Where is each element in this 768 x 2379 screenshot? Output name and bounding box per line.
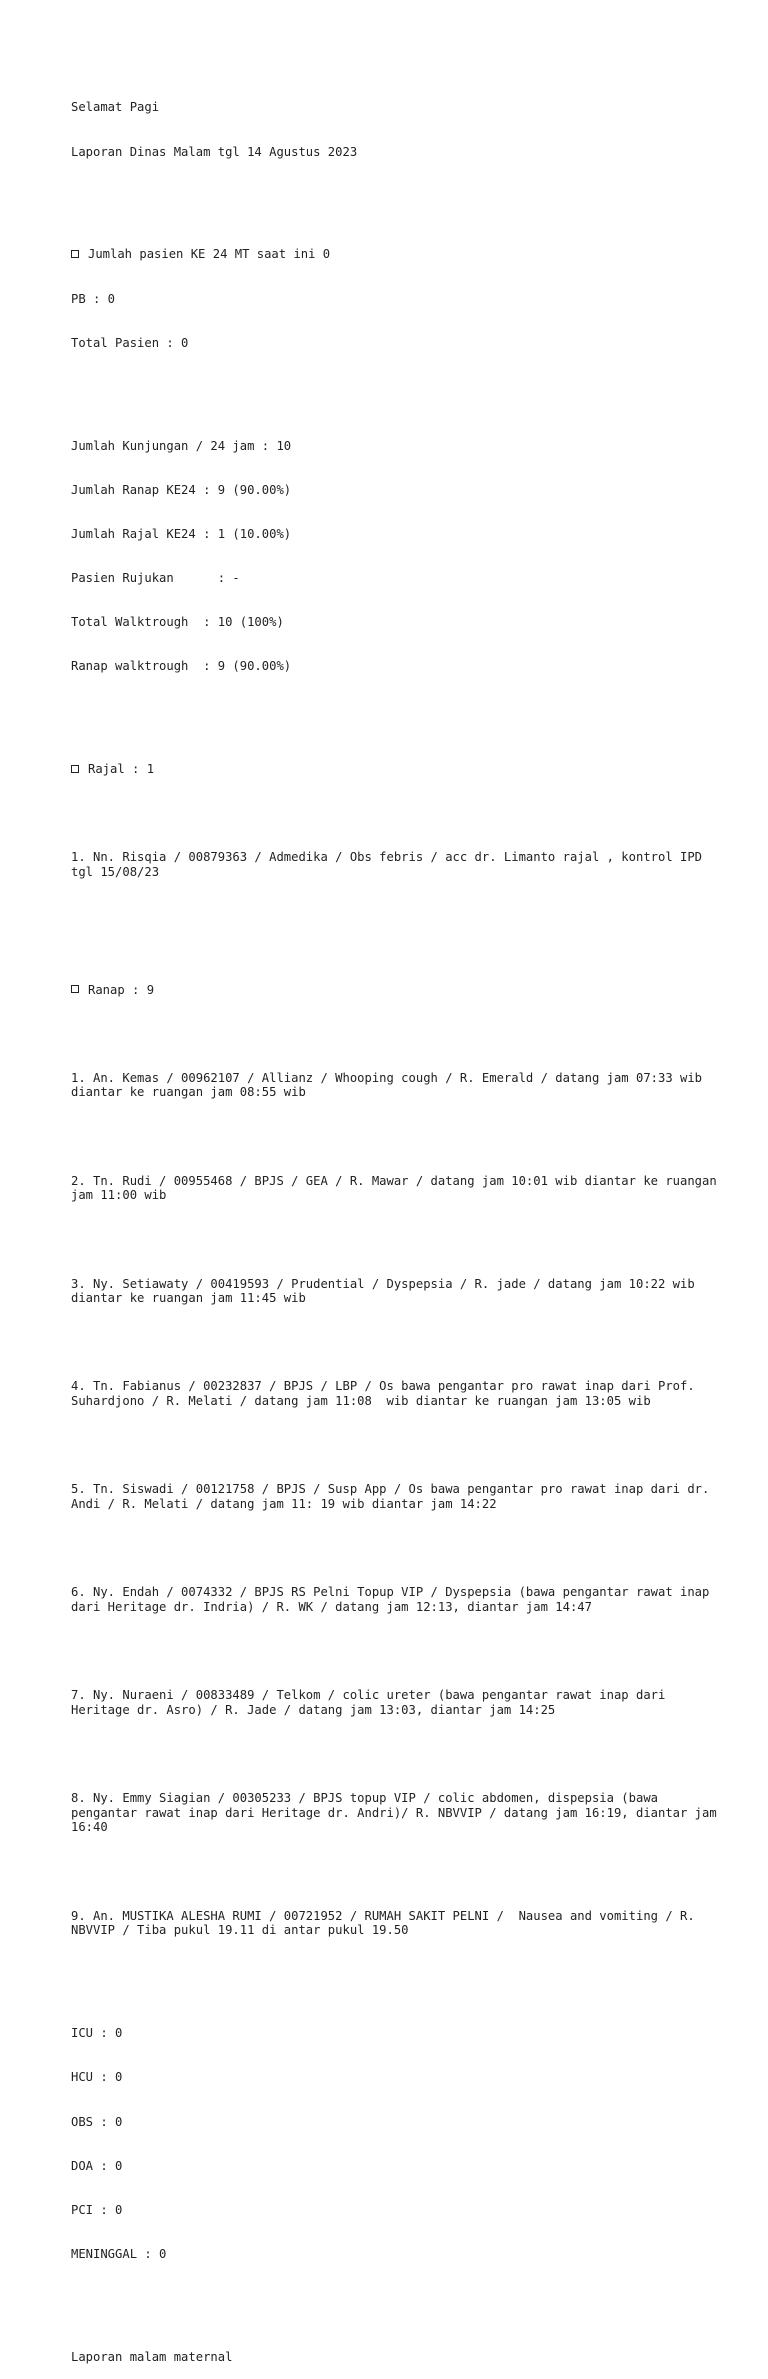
spacer [71, 1438, 731, 1453]
ranap-item: 3. Ny. Setiawaty / 00419593 / Prudential / Dyspepsia / R. jade / datang jam 10:22 wib diantar ke ruangan jam 11:45 wib [71, 1276, 703, 1306]
ranap-item: 8. Ny. Emmy Siagian / 00305233 / BPJS topup VIP / colic abdomen, dispepsia (bawa pengantar rawat inap dari Heritage dr. Andri)/ R. NBVVIP / datang jam 16:19, diantar jam 16:40 [71, 1791, 725, 1835]
unit-count-line: PCI : 0 [71, 2202, 123, 2217]
visit-line: Jumlah Rajal KE24 : 1 (10.00%) [71, 526, 292, 541]
ranap-heading-text: Ranap : 9 [88, 982, 155, 997]
patient-count-text: Jumlah pasien KE 24 MT saat ini 0 [88, 247, 331, 262]
patient-count-line [71, 247, 731, 262]
visit-line: Pasien Rujukan : - [71, 570, 240, 585]
unit-count-line: OBS : 0 [71, 2114, 123, 2129]
spacer [71, 909, 731, 938]
spacer [71, 1967, 731, 1982]
spacer [71, 1541, 731, 1556]
rajal-item: 1. Nn. Risqia / 00879363 / Admedika / Obs febris / acc dr. Limanto rajal , kontrol IPD tgl 15/08/23 [71, 850, 710, 879]
spacer [71, 1027, 731, 1042]
footer-line: Laporan malam maternal [71, 2349, 233, 2364]
square-bullet-icon [71, 765, 79, 773]
spacer [71, 1644, 731, 1659]
ranap-item: 1. An. Kemas / 00962107 / Allianz / Whooping cough / R. Emerald / datang jam 07:33 wib diantar ke ruangan jam 08:55 wib [71, 1070, 710, 1100]
unit-count-line: HCU : 0 [71, 2070, 123, 2085]
ranap-item: 5. Tn. Siswadi / 00121758 / BPJS / Susp App / Os bawa pengantar pro rawat inap dari dr. Andi / R. Melati / datang jam 11: 19 wib diantar jam 14:22 [71, 1482, 717, 1512]
spacer [71, 1335, 731, 1350]
greeting: Selamat Pagi [71, 100, 160, 115]
visit-line: Jumlah Ranap KE24 : 9 (90.00%) [71, 482, 292, 497]
spacer [71, 380, 731, 395]
ranap-item: 9. An. MUSTIKA ALESHA RUMI / 00721952 / RUMAH SAKIT PELNI / Nausea and vomiting / R. NBVVIP / Tiba pukul 19.11 di antar pukul 19.50 [71, 1908, 703, 1938]
spacer [71, 189, 731, 204]
unit-count-line: MENINGGAL : 0 [71, 2246, 167, 2261]
unit-count-line: DOA : 0 [71, 2158, 123, 2173]
pb-line: PB : 0 [71, 291, 116, 306]
spacer [71, 1232, 731, 1247]
unit-count-line: ICU : 0 [71, 2026, 123, 2041]
report-title: Laporan Dinas Malam tgl 14 Agustus 2023 [71, 144, 358, 159]
ranap-item: 7. Ny. Nuraeni / 00833489 / Telkom / colic ureter (bawa pengantar rawat inap dari Heritage dr. Asro) / R. Jade / datang jam 13:03, diantar jam 14:25 [71, 1688, 673, 1717]
ranap-heading [71, 983, 731, 998]
spacer [71, 806, 731, 821]
spacer [71, 1865, 731, 1880]
total-patient-line: Total Pasien : 0 [71, 335, 189, 350]
spacer [71, 2291, 731, 2306]
ranap-item: 6. Ny. Endah / 0074332 / BPJS RS Pelni Topup VIP / Dyspepsia (bawa pengantar rawat inap dari Heritage dr. Indria) / R. WK / datang jam 12:13, diantar jam 14:47 [71, 1585, 717, 1614]
spacer [71, 1747, 731, 1762]
ranap-item: 2. Tn. Rudi / 00955468 / BPJS / GEA / R. Mawar / datang jam 10:01 wib diantar ke ruangan jam 11:00 wib [71, 1173, 725, 1203]
square-bullet-icon [71, 985, 79, 993]
square-bullet-icon [71, 250, 79, 258]
spacer [71, 1130, 731, 1145]
report-document [71, 71, 731, 2379]
spacer [71, 703, 731, 718]
rajal-heading-text: Rajal : 1 [88, 762, 155, 776]
rajal-heading [71, 762, 731, 777]
visit-line: Jumlah Kunjungan / 24 jam : 10 [71, 438, 292, 453]
visit-line: Ranap walktrough : 9 (90.00%) [71, 659, 292, 674]
ranap-item: 4. Tn. Fabianus / 00232837 / BPJS / LBP / Os bawa pengantar pro rawat inap dari Prof. Suhardjono / R. Melati / datang jam 11:08 wib diantar ke ruangan jam 13:05 wib [71, 1379, 703, 1409]
visit-line: Total Walktrough : 10 (100%) [71, 614, 284, 629]
